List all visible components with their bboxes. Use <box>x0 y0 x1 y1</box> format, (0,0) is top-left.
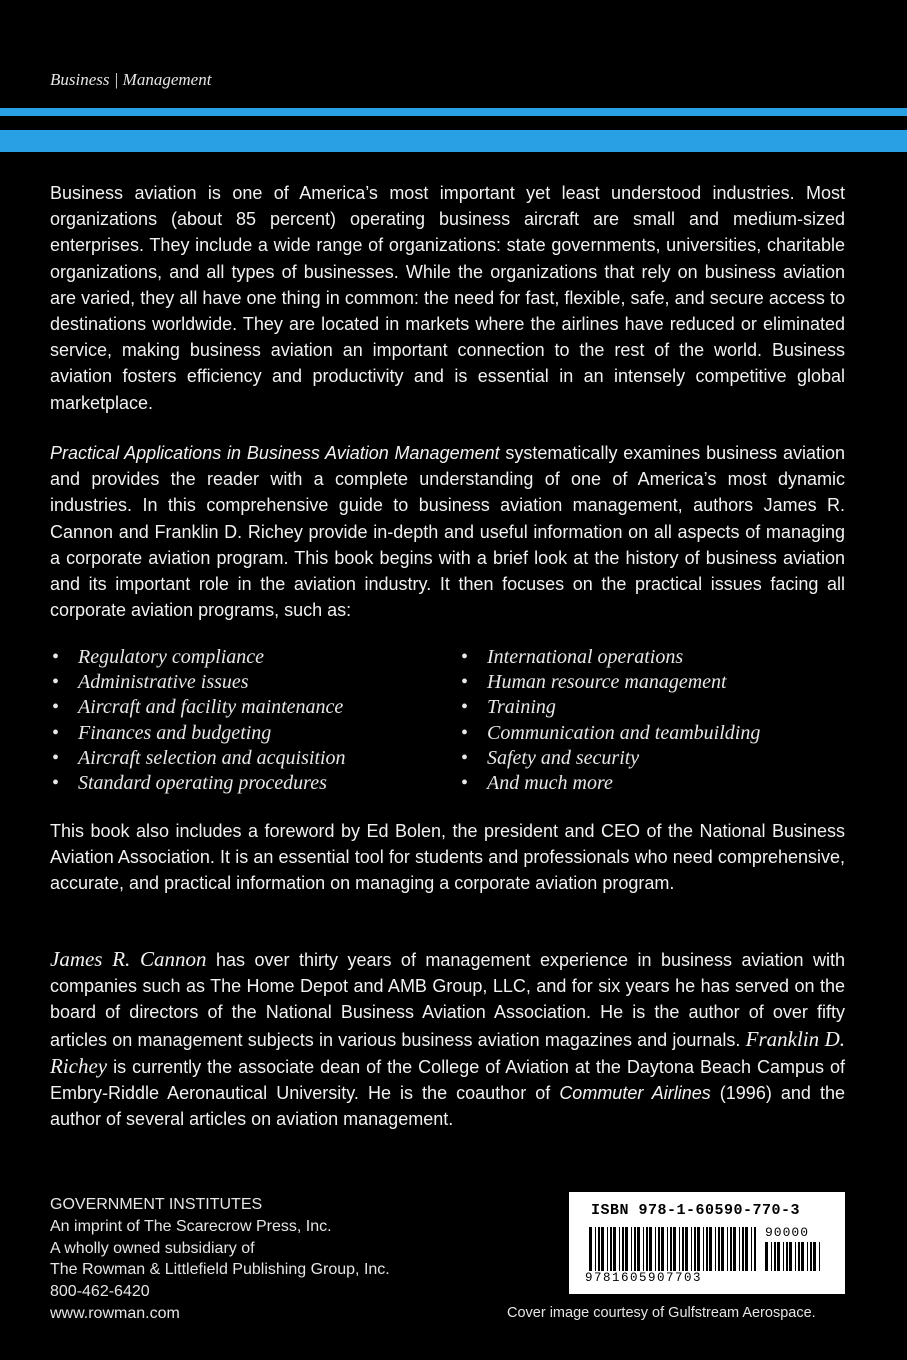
barcode-bar <box>751 1227 752 1271</box>
barcode-bar <box>813 1242 816 1271</box>
barcode-bar <box>685 1227 688 1271</box>
barcode-bar <box>709 1227 712 1271</box>
description-paragraph-2 <box>50 440 845 623</box>
author-2-book-title: Commuter Airlines <box>559 1083 711 1104</box>
barcode-bar <box>742 1227 744 1271</box>
barcode-bar <box>658 1227 660 1271</box>
top-stripe <box>0 108 907 116</box>
author-2-bio-end: (1996) and the author of several articles on aviation management. <box>50 1083 845 1130</box>
barcode-bar <box>682 1227 684 1271</box>
barcode-bar <box>697 1227 700 1271</box>
list-item: • Communication and teambuilding <box>459 721 839 746</box>
publisher-group: The Rowman & Littlefield Publishing Group, Inc. <box>50 1261 390 1279</box>
barcode-bars <box>589 1227 757 1271</box>
barcode-bar <box>739 1227 740 1271</box>
barcode-bar <box>807 1242 808 1271</box>
barcode-bar <box>694 1227 696 1271</box>
list-item: • Safety and security <box>459 746 839 771</box>
barcode-bar <box>670 1227 672 1271</box>
topics-list-right <box>459 645 839 796</box>
barcode-bar <box>691 1227 692 1271</box>
barcode-bar <box>646 1227 648 1271</box>
author-1-bio: has over thirty years of management experience in business aviation with companies such as The Home Depot and AMB Group, LLC, and for six years he has served on the board of directors of the National Business Aviation Association. He is the author of over fifty articles on management subjects in various business aviation magazines and journals. <box>50 950 845 1050</box>
author-2-bio-start: is currently the associate dean of the College of Aviation at the Daytona Beach Campus of Embry-Riddle Aeronautical University. He is the coauthor of <box>50 1056 845 1104</box>
publisher-info <box>50 1194 390 1325</box>
barcode-bar <box>613 1227 616 1271</box>
list-item: • Standard operating procedures <box>50 771 430 796</box>
barcode-bar <box>774 1242 776 1271</box>
cover-credit: Cover image courtesy of Gulfstream Aerospace. <box>507 1305 816 1321</box>
list-item: • Regulatory compliance <box>50 645 430 670</box>
barcode-bar <box>786 1242 788 1271</box>
publisher-phone: 800-462-6420 <box>50 1283 150 1301</box>
barcode-bar <box>607 1227 608 1271</box>
barcode-bar <box>745 1227 748 1271</box>
description-paragraph-2-text: systematically examines business aviation and provides the reader with a complete understanding of one of America’s most dynamic industries. In this comprehensive guide to business aviation management, authors James R. Cannon and Franklin D. Richey provide in-depth and useful information on all aspects of managing a corporate aviation program. This book begins with a brief look at the history of business aviation and its important role in the aviation industry. It then focuses on the practical issues facing all corporate aviation programs, such as: <box>50 443 845 621</box>
barcode-bar <box>595 1227 596 1271</box>
barcode-bar <box>733 1227 736 1271</box>
barcode-bar <box>715 1227 716 1271</box>
barcode-bar <box>718 1227 720 1271</box>
barcode-bar <box>703 1227 704 1271</box>
barcode-bar <box>777 1242 780 1271</box>
barcode-bar <box>667 1227 668 1271</box>
barcode-bar <box>619 1227 620 1271</box>
barcode-bar <box>655 1227 656 1271</box>
barcode-bar <box>810 1242 812 1271</box>
description-paragraph-3: This book also includes a foreword by Ed Bolen, the president and CEO of the National Business Aviation Association. It is an essential tool for students and professionals who need comprehensive, accurate, and practical information on managing a corporate aviation program. <box>50 821 845 894</box>
list-item: • Aircraft selection and acquisition <box>50 746 430 771</box>
price-barcode-bars <box>765 1242 823 1271</box>
barcode-bar <box>789 1242 792 1271</box>
barcode-bar <box>610 1227 612 1271</box>
barcode-bar <box>679 1227 680 1271</box>
description-paragraph-1: Business aviation is one of America’s most important yet least understood industries. Most organizations (about 85 percent) operating business aircraft are small and medium-sized enterprises. They include a wide range of organizations: state governments, universities, charitable organizations, and all types of businesses. While the organizations that rely on business aviation are varied, they all have one thing in common: the need for fast, flexible, safe, and secure access to destinations worldwide. They are located in markets where the airlines have reduced or eliminated service, making business aviation an important connection to the rest of the world. Business aviation fosters efficiency and productivity and is essential in an intensely competitive global marketplace. <box>50 183 845 413</box>
barcode-bar <box>625 1227 628 1271</box>
list-item: • International operations <box>459 645 839 670</box>
barcode-bar <box>622 1227 624 1271</box>
publisher-name: GOVERNMENT INSTITUTES <box>50 1196 263 1213</box>
isbn-text: ISBN 978-1-60590-770-3 <box>591 1202 801 1219</box>
barcode-bar <box>598 1227 600 1271</box>
barcode-bar <box>721 1227 724 1271</box>
list-item: • And much more <box>459 771 839 796</box>
list-item: • Human resource management <box>459 670 839 695</box>
barcode-bar <box>601 1227 604 1271</box>
barcode-bar <box>801 1242 804 1271</box>
category-label: Business | Management <box>50 70 212 89</box>
barcode-bar <box>673 1227 676 1271</box>
barcode-bar <box>795 1242 796 1271</box>
list-item: • Training <box>459 695 839 720</box>
barcode-bar <box>643 1227 644 1271</box>
barcode-bar <box>649 1227 652 1271</box>
barcode-bar <box>706 1227 708 1271</box>
barcode-bar <box>765 1242 768 1271</box>
barcode-bar <box>730 1227 732 1271</box>
bottom-stripe <box>0 130 907 152</box>
barcode-bar <box>819 1242 820 1271</box>
publisher-website: www.rowman.com <box>50 1304 180 1322</box>
barcode-bar <box>783 1242 784 1271</box>
topics-list-left <box>50 645 430 796</box>
barcode-bar <box>637 1227 640 1271</box>
author-bio <box>50 946 845 1132</box>
isbn-barcode <box>569 1192 845 1294</box>
list-item: • Finances and budgeting <box>50 721 430 746</box>
publisher-subsidiary: A wholly owned subsidiary of <box>50 1239 255 1257</box>
barcode-bar <box>589 1227 592 1271</box>
list-item: • Aircraft and facility maintenance <box>50 695 430 720</box>
barcode-number: 9781605907703 <box>585 1271 703 1285</box>
list-item: • Administrative issues <box>50 670 430 695</box>
author-1-name: James R. Cannon <box>50 947 207 971</box>
author-2-name: Franklin D. Richey <box>50 1026 846 1078</box>
publisher-imprint: An imprint of The Scarecrow Press, Inc. <box>50 1217 332 1235</box>
barcode-bar <box>771 1242 772 1271</box>
barcode-bar <box>661 1227 664 1271</box>
price-code: 90000 <box>765 1225 810 1240</box>
barcode-bar <box>727 1227 728 1271</box>
barcode-bar <box>634 1227 636 1271</box>
book-title: Practical Applications in Business Aviation Management <box>50 443 500 463</box>
barcode-bar <box>798 1242 800 1271</box>
barcode-bar <box>631 1227 632 1271</box>
barcode-bar <box>754 1227 756 1271</box>
